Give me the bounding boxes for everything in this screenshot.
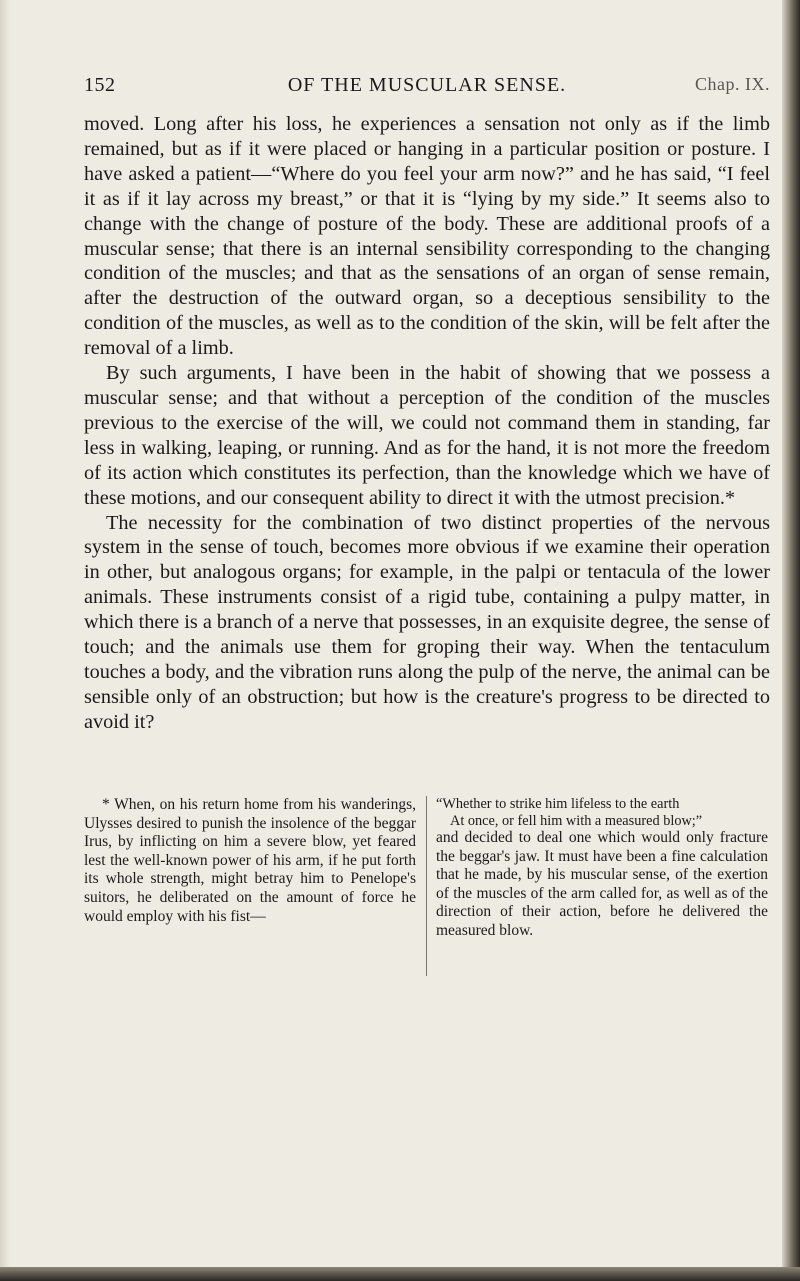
chapter-label: Chap. IX. — [695, 74, 770, 94]
footnote-text: * When, on his return home from his wanderings, Ulysses desired to punish the insolence of the beggar Irus, by inflicting on him a severe blow, yet feared lest the well-known power of his arm, if he put forth its whole strength, might betray him to Penelope's suitors, he deliberated on the amount of force he would employ with his fist— — [84, 796, 416, 925]
paragraph: moved. Long after his loss, he experiences a sensation not only as if the limb remained, but as if it were placed or hanging in a particular position or posture. I have asked a patient—“Where do you feel your arm now?” and he has said, “I feel it as if it lay across my breast,” or that it is “lying by my side.” It seems also to change with the change of posture of the body. These are additional proofs of a muscular sense; that there is an internal sensibility corresponding to the changing condition of the muscles; and that as the sensations of an organ of sense remain, after the destruction of the outward organ, so a deceptious sensibility to the condition of the muscles, as well as to the condition of the skin, will be felt after the removal of a limb. — [84, 113, 770, 360]
paragraph: The necessity for the combination of two distinct properties of the nervous system in the sense of touch, becomes more obvious if we examine their operation in other, but analogous organs; for example, in the palpi or tentacula of the lower animals. These instruments consist of a rigid tube, containing a pulpy matter, in which there is a branch of a nerve that possesses, in an exquisite degree, the sense of touch; and the animals use them for groping their way. When the tentaculum touches a body, and the vibration runs along the pulp of the nerve, the animal can be sensible only of an obstruction; but how is the creature's progress to be directed to avoid it? — [84, 511, 770, 733]
running-title: OF THE MUSCULAR SENSE. — [287, 74, 567, 96]
column-divider — [426, 796, 427, 976]
page-edge-shadow — [782, 0, 800, 1281]
quote-line: “Whether to strike him lifeless to the earth — [436, 796, 680, 812]
page-number: 152 — [84, 74, 116, 96]
quote-line: At once, or fell him with a measured blow;” — [450, 812, 703, 829]
paragraph: By such arguments, I have been in the habit of showing that we possess a muscular sense; and that without a perception of the condition of the muscles previous to the exercise of the will, we could not command them in standing, far less in walking, leaping, or running. And as for the hand, it is not more the freedom of its action which constitutes its perfection, than the knowledge which we have of these motions, and our consequent ability to direct it with the utmost precision.* — [84, 362, 770, 509]
footnote-quote — [436, 796, 768, 829]
page-binding-shadow — [0, 0, 10, 1281]
footnote-right-column — [436, 796, 768, 941]
footnote-left-column — [84, 796, 416, 926]
main-text — [84, 112, 770, 735]
footnote-continuation: and decided to deal one which would only fracture the beggar's jaw. It must have been a fine calculation that he made, by his muscular sense, of the exertion of the muscles of the arm called for, as well as of the direction of their action, before he delivered the measured blow. — [436, 829, 768, 939]
running-header — [84, 74, 770, 104]
bottom-edge-shadow — [0, 1267, 800, 1281]
